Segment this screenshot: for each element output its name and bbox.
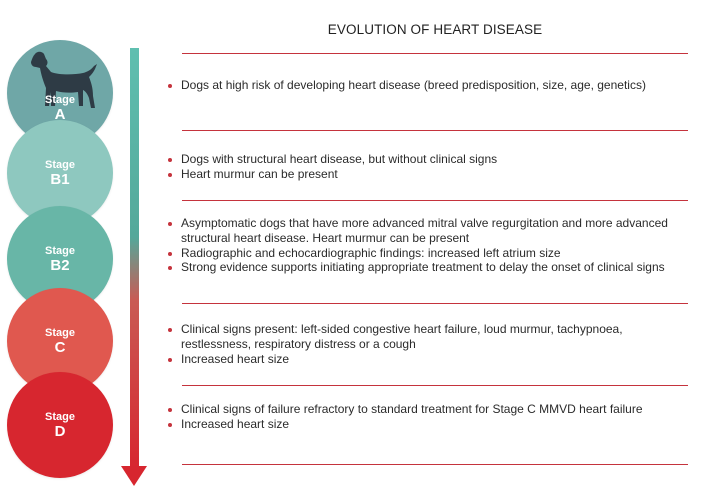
- bullet-item: Dogs at high risk of developing heart disease (breed predisposition, size, age, genetics): [166, 78, 694, 93]
- bullet-item: Dogs with structural heart disease, but without clinical signs: [166, 152, 694, 167]
- stage-b1-description: [166, 152, 694, 182]
- stage-letter: D: [54, 422, 66, 440]
- bullet-item: Radiographic and echocardiographic findings: increased left atrium size: [166, 246, 694, 261]
- stage-d-circle: [7, 372, 113, 478]
- stage-d-description: [166, 402, 694, 432]
- divider-rule: [182, 303, 688, 304]
- stage-letter: B2: [50, 256, 70, 274]
- stage-b2-description: [166, 216, 694, 275]
- divider-rule: [182, 53, 688, 54]
- bullet-item: Clinical signs present: left-sided congestive heart failure, loud murmur, tachypnoea, restlessness, respiratory distress or a cough: [166, 322, 694, 352]
- arrow-shaft: [130, 48, 139, 468]
- bullet-item: Clinical signs of failure refractory to standard treatment for Stage C MMVD heart failure: [166, 402, 694, 417]
- bullet-item: Heart murmur can be present: [166, 167, 694, 182]
- bullet-item: Asymptomatic dogs that have more advanced mitral valve regurgitation and more advanced structural heart disease. Heart murmur can be present: [166, 216, 694, 246]
- divider-rule: [182, 464, 688, 465]
- stage-c-description: [166, 322, 694, 366]
- bullet-item: Increased heart size: [166, 352, 694, 367]
- stage-word: Stage: [45, 410, 75, 423]
- divider-rule: [182, 385, 688, 386]
- stage-word: Stage: [45, 158, 75, 171]
- arrow-head: [121, 466, 147, 486]
- stage-word: Stage: [45, 244, 75, 257]
- bullet-item: Increased heart size: [166, 417, 694, 432]
- progression-arrow: [119, 48, 149, 490]
- diagram-title: EVOLUTION OF HEART DISEASE: [327, 22, 543, 37]
- divider-rule: [182, 200, 688, 201]
- stage-word: Stage: [45, 326, 75, 339]
- stage-letter: A: [54, 105, 66, 123]
- divider-rule: [182, 130, 688, 131]
- bullet-item: Strong evidence supports initiating appropriate treatment to delay the onset of clinical signs: [166, 260, 694, 275]
- stage-letter: B1: [50, 170, 70, 188]
- stage-letter: C: [54, 338, 66, 356]
- stage-a-description: [166, 78, 694, 93]
- stage-word: Stage: [45, 93, 75, 106]
